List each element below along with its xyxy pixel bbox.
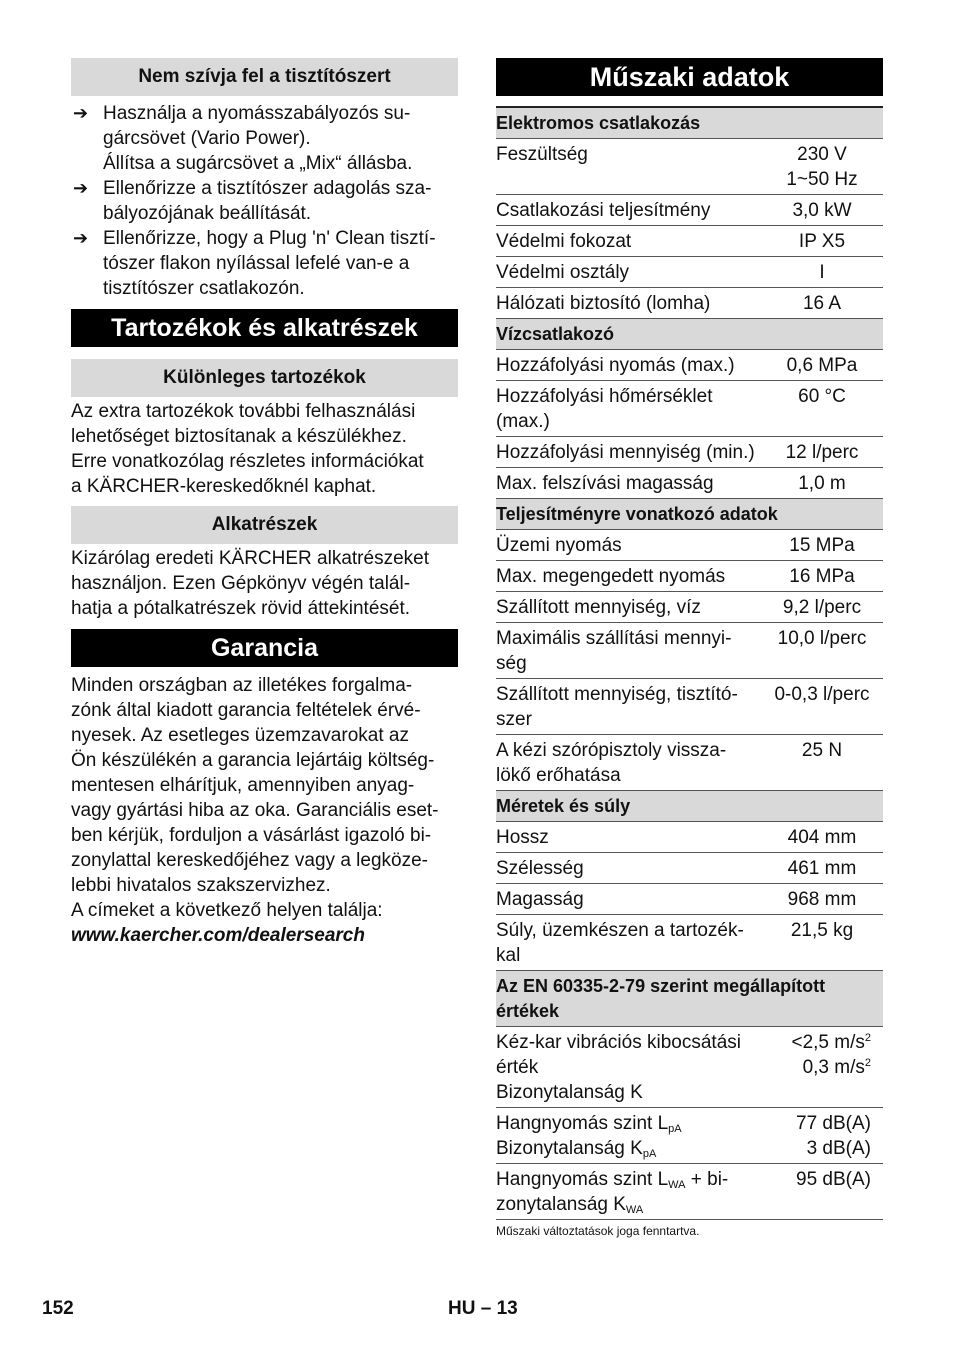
list-item-line: tisztítószer csatlakozón. <box>103 278 305 299</box>
arrow-right-icon: ➔ <box>73 178 89 198</box>
warranty-heading: Garancia <box>71 629 458 667</box>
table-row <box>496 561 883 592</box>
list-item <box>71 226 458 301</box>
special-accessories-heading: Különleges tartozékok <box>71 359 458 397</box>
text-line: Kizárólag eredeti KÄRCHER alkatrészeket <box>71 548 429 569</box>
spec-label: Hangnyomás szint $L_{WA} + bi-$ <box>496 1169 729 1191</box>
text-line: a KÄRCHER-kereskedőknél kaphat. <box>71 476 377 497</box>
table-row <box>496 679 883 735</box>
troubleshoot-list <box>71 101 458 301</box>
troubleshoot-heading: Nem szívja fel a tisztítószert <box>71 58 458 96</box>
noise-section-title: Az EN 60335-2-79 szerint megállapított értékek <box>496 971 883 1027</box>
text-line: használjon. Ezen Gépkönyv végén talál- <box>71 573 411 594</box>
list-item-line: Állítsa a sugárcsövet a „Mix“ állásba. <box>103 153 413 174</box>
spec-value: 461 mm <box>787 858 857 879</box>
table-row <box>496 1027 883 1108</box>
warranty-text <box>71 673 458 923</box>
section-title: Méretek és súly <box>496 791 883 822</box>
table-row <box>496 884 883 915</box>
spec-label: Bizonytalanság K <box>496 1082 643 1103</box>
arrow-right-icon: ➔ <box>73 103 89 123</box>
spec-value: 16 MPa <box>789 566 855 587</box>
spec-value: I <box>819 262 825 283</box>
text-line: ben kérjük, forduljon a vásárlást igazoló bi- <box>71 825 432 846</box>
text-line: Erre vonatkozólag részletes információkat <box>71 451 424 472</box>
text-line: zonylattal kereskedőjéhez vagy a legköze- <box>71 850 428 871</box>
spec-value: 1,0 m <box>798 473 846 494</box>
section-title: Teljesítményre vonatkozó adatok <box>496 499 883 530</box>
section-header-row <box>496 971 883 1027</box>
section-header-row <box>496 791 883 822</box>
spec-label: Védelmi fokozat <box>496 231 632 252</box>
spec-label: érték <box>496 1057 539 1078</box>
list-item-line: bályozójának beállítását. <box>103 203 312 224</box>
spec-label: Max. felszívási magasság <box>496 473 714 494</box>
table-row <box>496 623 883 679</box>
section-title: Vízcsatlakozó <box>496 319 883 350</box>
text-line: Az extra tartozékok további felhasználási <box>71 401 416 422</box>
list-item-line: tószer flakon nyílással lefelé van-e a <box>103 253 410 274</box>
spec-value: 16 A <box>802 293 842 314</box>
table-row <box>496 350 883 381</box>
table-row <box>496 437 883 468</box>
spec-value: 95 dB(A) <box>796 1169 871 1190</box>
technical-data-table <box>496 106 883 1220</box>
spec-label: Feszültség <box>496 144 588 165</box>
spec-label: zonytalanság $K_{WA}$ <box>496 1194 644 1216</box>
spec-label: Hossz <box>496 827 549 848</box>
spec-value: 0-0,3 l/perc <box>774 684 870 705</box>
spec-label: Hozzáfolyási hőmérséklet <box>496 386 713 407</box>
spec-value: <2,5 $m/s^2$ <box>791 1032 871 1053</box>
table-row <box>496 139 883 195</box>
list-item <box>71 176 458 226</box>
spec-value: 77 dB(A) <box>796 1113 871 1134</box>
spec-label: Szállított mennyiség, víz <box>496 597 701 618</box>
right-column <box>496 58 883 1238</box>
table-row <box>496 468 883 499</box>
spec-label: Hangnyomás szint $L_{pA}$ <box>496 1113 682 1135</box>
spec-label: Hozzáfolyási nyomás (max.) <box>496 355 735 376</box>
spec-label: kal <box>496 945 521 966</box>
spec-value: 968 mm <box>787 889 857 910</box>
spec-label: ség <box>496 653 527 674</box>
list-item <box>71 101 458 176</box>
text-line: Ön készülékén a garancia lejártáig költség- <box>71 750 435 771</box>
table-row <box>496 530 883 561</box>
dealer-search-link[interactable]: www.kaercher.com/dealersearch <box>71 925 365 946</box>
text-line: Minden országban az illetékes forgalma- <box>71 675 413 696</box>
spec-value: 0,3 $m/s^2$ <box>802 1057 871 1078</box>
table-row <box>496 381 883 437</box>
spec-label: Üzemi nyomás <box>496 535 622 556</box>
table-row <box>496 226 883 257</box>
page-section-label: HU – 13 <box>448 1298 518 1319</box>
section-title: Elektromos csatlakozás <box>496 107 883 139</box>
list-item-line: Ellenőrizze a tisztítószer adagolás sza- <box>103 178 432 199</box>
spec-value: 15 MPa <box>789 535 855 556</box>
table-row <box>496 915 883 971</box>
text-line: hatja a pótalkatrészek rövid áttekintését. <box>71 598 411 619</box>
spec-label: Szállított mennyiség, tisztító- <box>496 684 738 705</box>
spec-value: 9,2 l/perc <box>782 597 862 618</box>
spec-value: 230 V <box>797 144 847 165</box>
text-line: lehetőséget biztosítanak a készülékhez. <box>71 426 407 447</box>
list-item-line: gárcsövet (Vario Power). <box>103 128 311 149</box>
spec-value: 12 l/perc <box>785 442 859 463</box>
accessories-heading: Tartozékok és alkatrészek <box>71 309 458 347</box>
spec-value: 3,0 kW <box>792 200 852 221</box>
spec-label: Kéz-kar vibrációs kibocsátási <box>496 1032 741 1053</box>
spec-value: IP X5 <box>798 231 846 252</box>
parts-heading: Alkatrészek <box>71 506 458 544</box>
spec-label: Szélesség <box>496 858 584 879</box>
table-row <box>496 853 883 884</box>
technical-note: Műszaki változtatások joga fenntartva. <box>496 1224 700 1238</box>
spec-label: Maximális szállítási mennyi- <box>496 628 732 649</box>
parts-text <box>71 546 458 621</box>
spec-value: 21,5 kg <box>790 920 854 941</box>
special-accessories-text <box>71 399 458 499</box>
spec-label: A kézi szórópisztoly vissza- <box>496 740 727 761</box>
spec-label: Hozzáfolyási mennyiség (min.) <box>496 442 755 463</box>
table-row <box>496 195 883 226</box>
spec-value: 60 °C <box>798 386 846 407</box>
text-line: mentesen elhárítjuk, amennyiben anyag- <box>71 775 415 796</box>
spec-value: 404 mm <box>787 827 857 848</box>
spec-value: 3 dB(A) <box>806 1138 871 1159</box>
list-item-line: Ellenőrizze, hogy a Plug 'n' Clean tisztí- <box>103 228 436 249</box>
table-row <box>496 592 883 623</box>
text-line: vagy gyártási hiba az oka. Garanciális eset- <box>71 800 439 821</box>
table-row <box>496 735 883 791</box>
spec-value: 0,6 MPa <box>786 355 858 376</box>
technical-data-title: Műszaki adatok <box>496 58 883 96</box>
table-row <box>496 288 883 319</box>
section-header-row <box>496 499 883 530</box>
section-header-row <box>496 319 883 350</box>
spec-label: lökő erőhatása <box>496 765 621 786</box>
spec-label: Csatlakozási teljesítmény <box>496 200 711 221</box>
spec-label: Magasság <box>496 889 584 910</box>
spec-value: 1~50 Hz <box>786 169 858 190</box>
left-column <box>71 58 458 948</box>
table-row <box>496 257 883 288</box>
spec-label: Max. megengedett nyomás <box>496 566 726 587</box>
table-row <box>496 1164 883 1220</box>
spec-label: (max.) <box>496 411 550 432</box>
section-header-row <box>496 107 883 139</box>
spec-label: Súly, üzemkészen a tartozék- <box>496 920 744 941</box>
table-row <box>496 822 883 853</box>
text-line: zónk által kiadott garancia feltételek érvé- <box>71 700 421 721</box>
spec-label: Hálózati biztosító (lomha) <box>496 293 711 314</box>
spec-label: Bizonytalanság $K_{pA}$ <box>496 1138 657 1160</box>
spec-label: szer <box>496 709 532 730</box>
table-row <box>496 1108 883 1164</box>
text-line: lebbi hivatalos szakszervizhez. <box>71 875 331 896</box>
spec-value: 10,0 l/perc <box>777 628 867 649</box>
text-line: A címeket a következő helyen találja: <box>71 900 383 921</box>
spec-value: 25 N <box>801 740 843 761</box>
page-number: 152 <box>42 1298 74 1319</box>
spec-label: Védelmi osztály <box>496 262 630 283</box>
list-item-line: Használja a nyomásszabályozós su- <box>103 103 411 124</box>
text-line: nyesek. Az esetleges üzemzavarokat az <box>71 725 409 746</box>
arrow-right-icon: ➔ <box>73 228 89 248</box>
